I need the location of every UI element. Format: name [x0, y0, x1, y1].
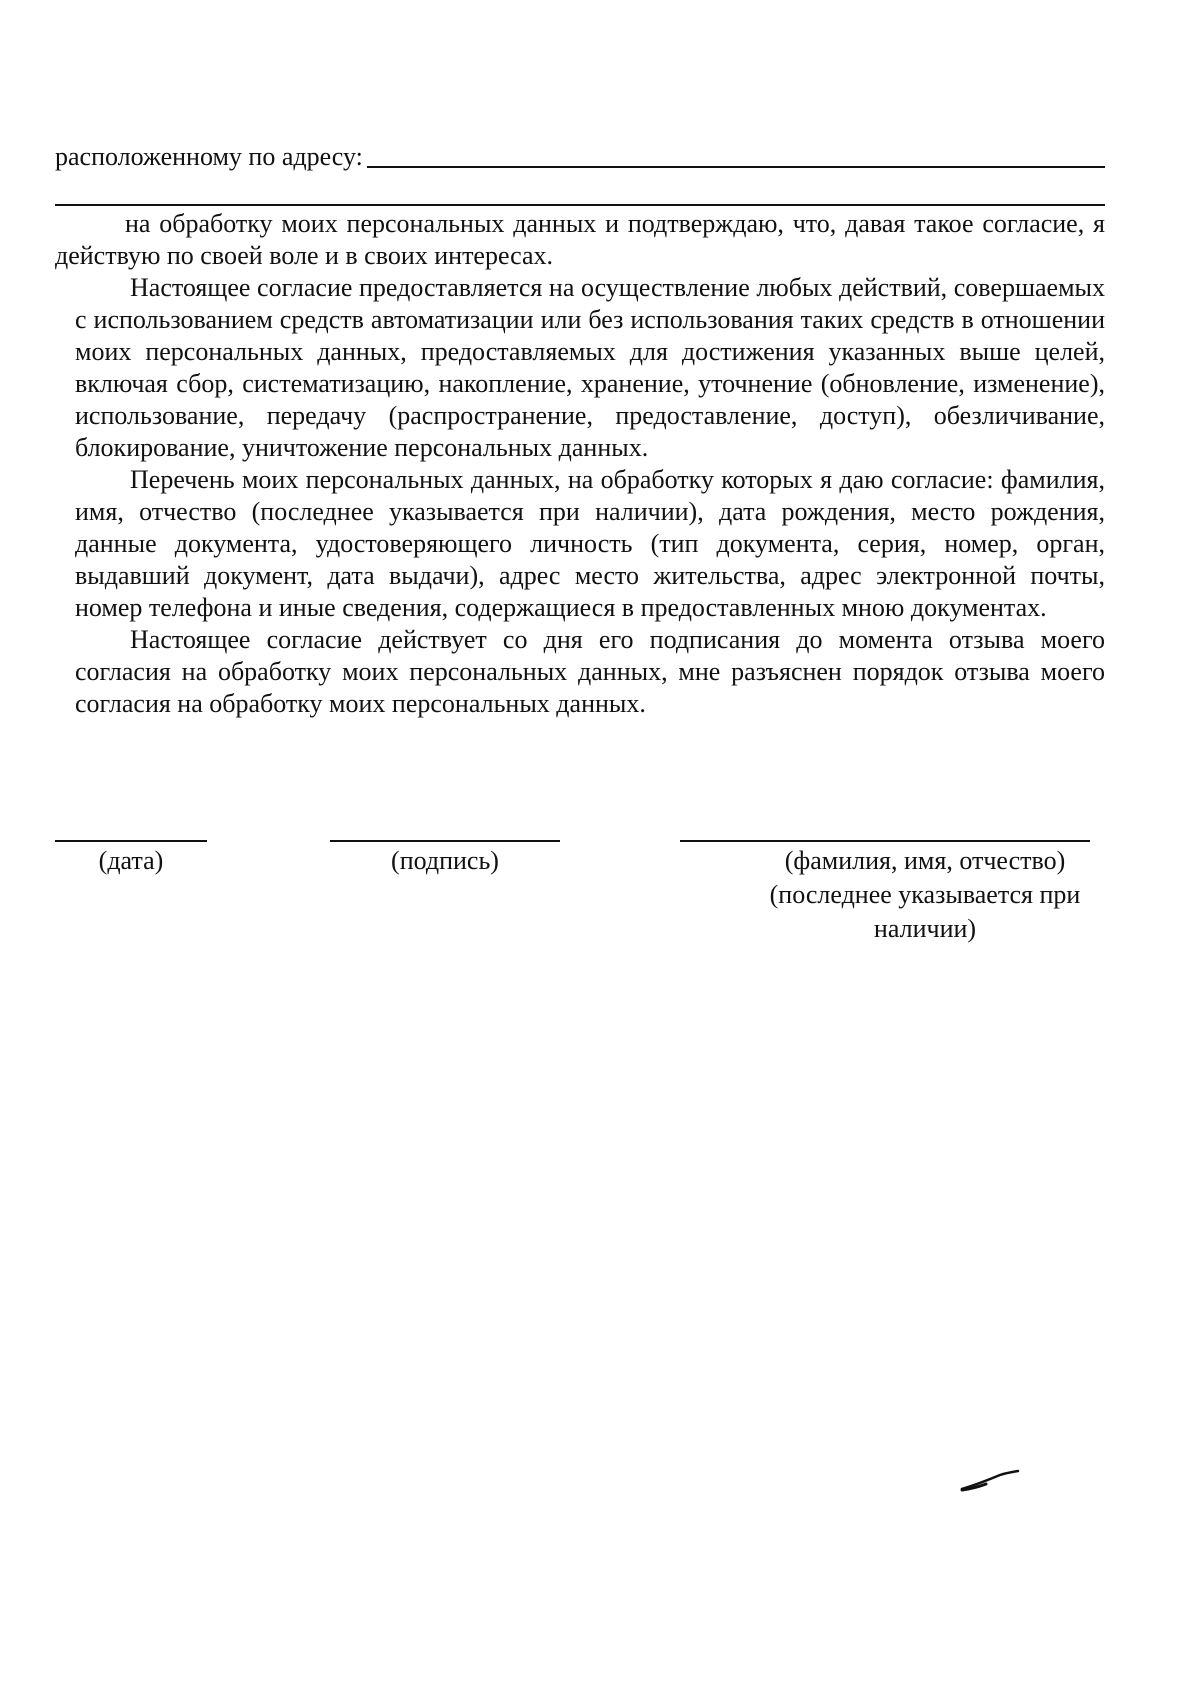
full-name-caption-line-3: наличии) [873, 914, 977, 943]
address-continuation-line [55, 204, 1105, 206]
full-name-caption-line-1: (фамилия, имя, отчество) [784, 846, 1066, 875]
paragraph-data-list: Перечень моих персональных данных, на обработку которых я даю согласие: фамилия, имя, отчество (последнее указывается при наличии), дата рождения, место рождения, данные документа, удостоверяющего личность (тип документа, серия, номер, орган, выдавший документ, дата выдачи), адрес место жительства, адрес электронной почты, номер телефона и иные сведения, содержащиеся в предоставленных мною документах. [75, 465, 1105, 622]
address-label: расположенному по адресу: [55, 142, 363, 171]
handwritten-stroke-icon [960, 1465, 1020, 1495]
address-blank-line [367, 166, 1105, 168]
paragraph-consent-voluntary: на обработку моих персональных данных и подтверждаю, что, давая такое согласие, я действую по своей воле и в своих интересах. [55, 209, 1105, 270]
paragraph-actions: Настоящее согласие предоставляется на осуществление любых действий, совершаемых с использованием средств автоматизации или без использования таких средств в отношении моих персональных данных, предоставляемых для достижения указанных выше целей, включая сбор, систематизацию, накопление, хранение, уточнение (обновление, изменение), использование, передачу (распространение, предоставление, доступ), обезличивание, блокирование, уничтожение персональных данных. [75, 273, 1105, 462]
paragraph-validity: Настоящее согласие действует со дня его подписания до момента отзыва моего согласия на обработку моих персональных данных, мне разъяснен порядок отзыва моего согласия на обработку моих персональных данных. [75, 625, 1105, 718]
full-name-line [680, 840, 1090, 842]
date-caption: (дата) [98, 846, 164, 875]
signature-line [330, 840, 560, 842]
address-row [55, 140, 1105, 174]
date-line [55, 840, 207, 842]
signature-caption: (подпись) [391, 846, 499, 875]
full-name-caption-line-2: (последнее указывается при [769, 880, 1081, 909]
full-name-caption [740, 844, 1110, 946]
consent-text [55, 208, 1105, 720]
